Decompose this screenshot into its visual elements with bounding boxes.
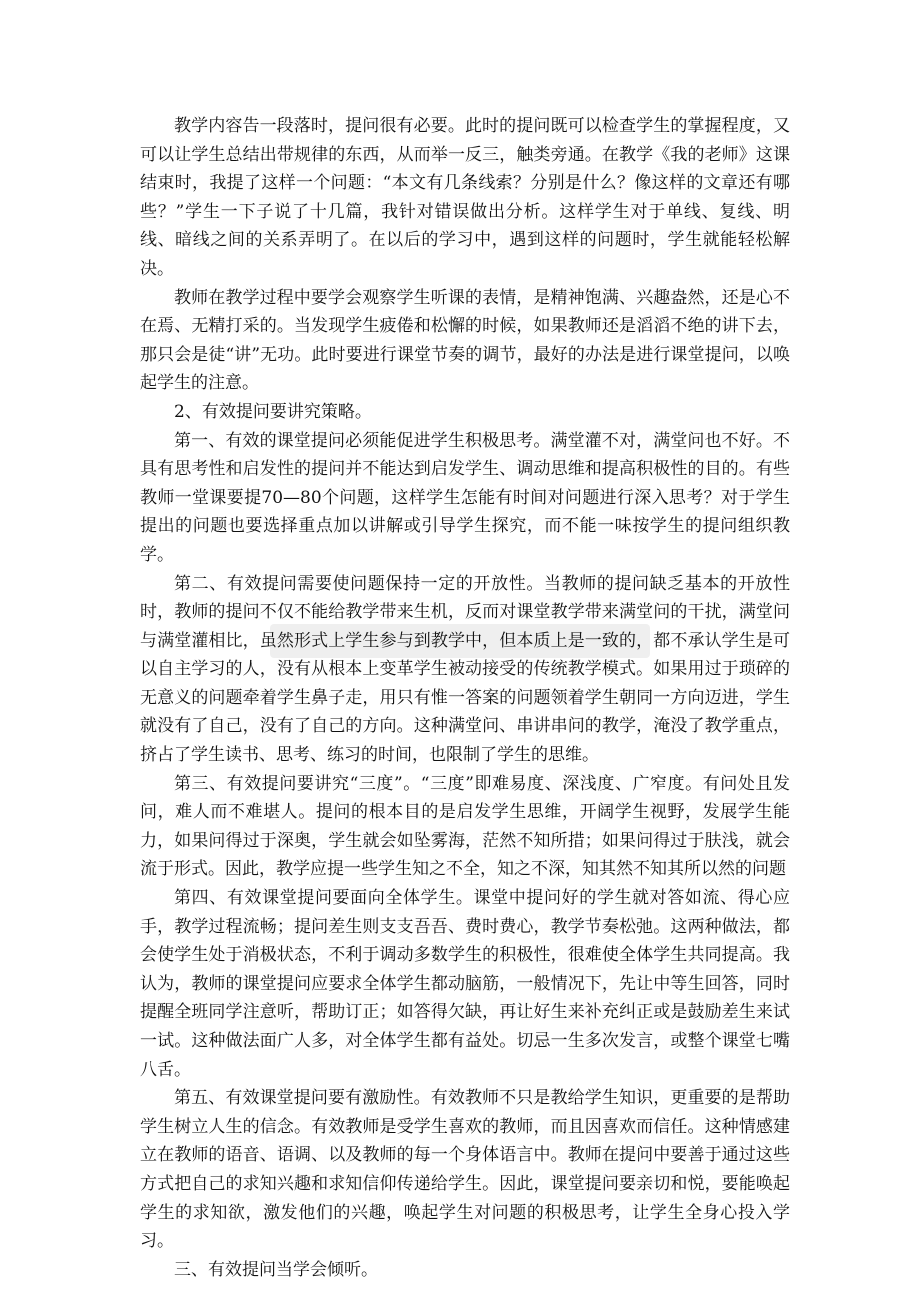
section-heading-listening: 三、有效提问当学会倾听。 bbox=[174, 1259, 378, 1280]
paragraph-first: 第一、有效的课堂提问必须能促进学生积极思考。满堂灌不对，满堂问也不好。不具有思考性和启发性的提问并不能达到启发学生、调动思维和提高积极性的目的。有些教师一堂课要提70—80个问题，这样学生怎能有时间对问题进行深入思考？对于学生提出的问题也要选择重点加以讲解或引导学生探究，而不能一味按学生的提问组织教学。 bbox=[140, 430, 790, 565]
paragraph-fourth: 第四、有效课堂提问要面向全体学生。课堂中提问好的学生就对答如流、得心应手，教学过程流畅；提问差生则支支吾吾、费时费心，教学节奏松弛。这两种做法，都会使学生处于消极状态，不利于调动多数学生的积极性，很难使全体学生共同提高。我认为，教师的课堂提问应要求全体学生都动脑筋，一般情况下，先让中等生回答，同时提醒全班同学注意听，帮助订正；如答得欠缺，再让好生来补充纠正或是鼓励差生来试一试。这种做法面广人多，对全体学生都有益处。切忌一生多次发言，或整个课堂七嘴八舌。 bbox=[140, 888, 790, 1080]
article-body bbox=[140, 112, 790, 1284]
paragraph-1: 教学内容告一段落时，提问很有必要。此时的提问既可以检查学生的掌握程度，又可以让学生总结出带规律的东西，从而举一反三，触类旁通。在教学《我的老师》这课结束时，我提了这样一个问题：“本文有几条线索？分别是什么？像这样的文章还有哪些？”学生一下子说了十几篇，我针对错误做出分析。这样学生对于单线、复线、明线、暗线之间的关系弄明了。在以后的学习中，遇到这样的问题时，学生就能轻松解决。 bbox=[140, 116, 790, 279]
paragraph-third: 第三、有效提问要讲究“三度”。“三度”即难易度、深浅度、广窄度。有问处且发问，难人而不难堪人。提问的根本目的是启发学生思维，开阔学生视野，发展学生能力，如果问得过于深奥，学生就会如坠雾海，茫然不知所措；如果问得过于肤浅，就会流于形式。因此，教学应提一些学生知之不全，知之不深，知其然不知其所以然的问题 bbox=[140, 773, 790, 880]
paragraph-2: 教师在教学过程中要学会观察学生听课的表情，是精神饱满、兴趣盎然，还是心不在焉、无精打采的。当发现学生疲倦和松懈的时候，如果教师还是滔滔不绝的讲下去，那只会是徒“讲”无功。此时要进行课堂节奏的调节，最好的办法是进行课堂提问，以唤起学生的注意。 bbox=[140, 287, 790, 394]
paragraph-fifth: 第五、有效课堂提问要有激励性。有效教师不只是教给学生知识，更重要的是帮助学生树立人生的信念。有效教师是受学生喜欢的教师，而且因喜欢而信任。这种情感建立在教师的语音、语调、以及教师的每一个身体语言中。教师在提问中要善于通过这些方式把自己的求知兴趣和求知信仰传递给学生。因此，课堂提问要亲切和悦，要能唤起学生的求知欲，激发他们的兴趣，唤起学生对问题的积极思考，让学生全身心投入学习。 bbox=[140, 1088, 790, 1252]
paragraph-second: 第二、有效提问需要使问题保持一定的开放性。当教师的提问缺乏基本的开放性时，教师的提问不仅不能给教学带来生机，反而对课堂教学带来满堂问的干扰，满堂问与满堂灌相比，虽然形式上学生参与到教学中，但本质上是一致的，都不承认学生是可以自主学习的人，没有从根本上变革学生被动接受的传统教学模式。如果用过于琐碎的无意义的问题牵着学生鼻子走，用只有惟一答案的问题领着学生朝同一方向迈进，学生就没有了自己，没有了自己的方向。这种满堂问、串讲串问的教学，淹没了教学重点，挤占了学生读书、思考、练习的时间，也限制了学生的思维。 bbox=[140, 573, 790, 766]
section-heading-strategy: 2、有效提问要讲究策略。 bbox=[174, 401, 372, 422]
